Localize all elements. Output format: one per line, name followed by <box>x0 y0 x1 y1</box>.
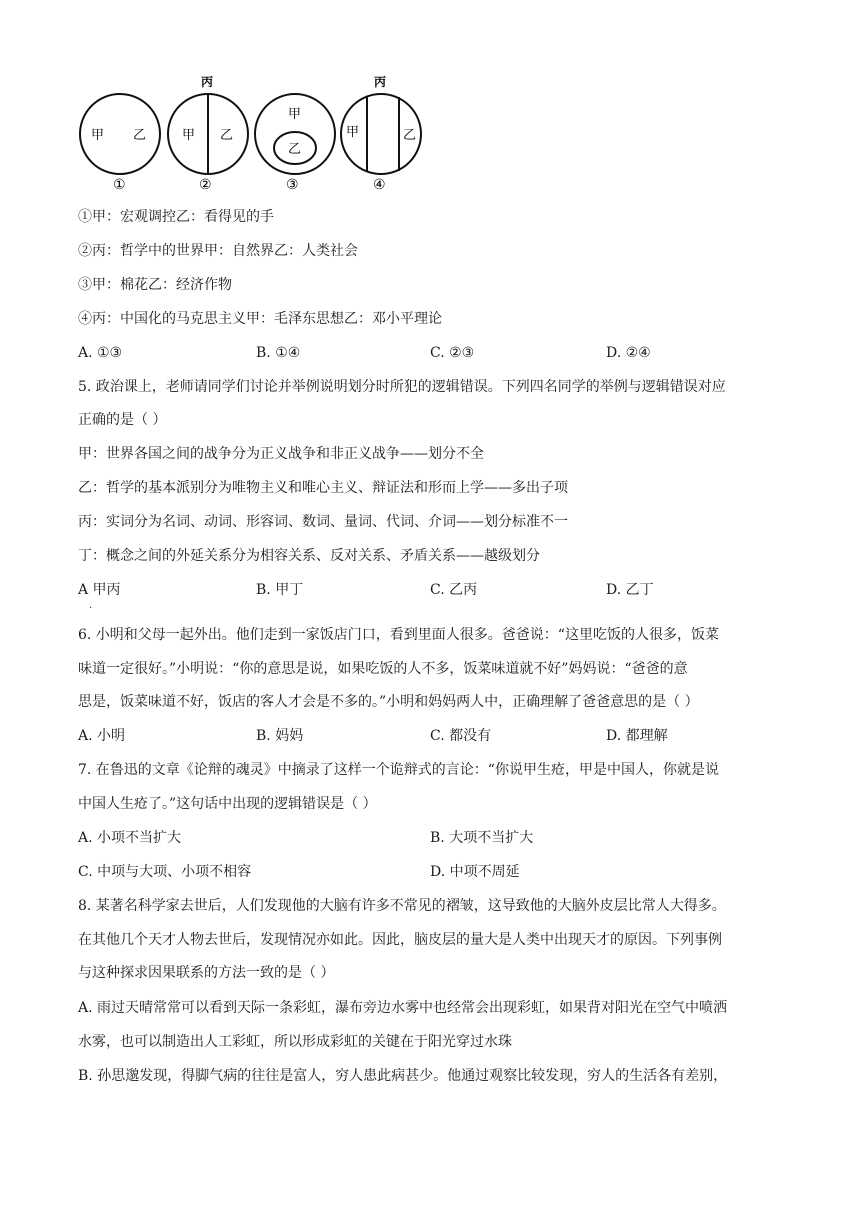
q6-stem-line-3: 思是，饭菜味道不好，饭店的客人才会是不多的。”小明和妈妈两人中，正确理解了爸爸意思的是（ ） <box>78 694 699 710</box>
q4-item-1: ①甲：宏观调控乙：看得见的手 <box>78 209 274 225</box>
figure-1 <box>80 94 160 193</box>
q5-option-d[interactable]: D. 乙丁 <box>606 582 654 598</box>
q5-stem-line-1: 5. 政治课上，老师请同学们讨论并举例说明划分时所犯的逻辑错误。下列四名同学的举例与逻辑错误对应 <box>78 379 726 395</box>
q5-item-ding: 丁：概念之间的外延关系分为相容关系、反对关系、矛盾关系——越级划分 <box>78 548 540 564</box>
q5-item-bing: 丙：实词分为名词、动词、形容词、数词、量词、代词、介词——划分标准不一 <box>78 514 568 530</box>
figure-2-label-b: 乙 <box>220 128 234 143</box>
q7-option-d[interactable]: D. 中项不周延 <box>430 864 520 880</box>
figure-2-label-c: 丙 <box>201 75 214 89</box>
figure-3-number: ③ <box>286 177 299 193</box>
figure-3-label-a: 甲 <box>288 107 302 122</box>
q8-option-b-line-1[interactable]: B. 孙思邈发现，得脚气病的往往是富人，穷人患此病甚少。他通过观察比较发现，穷人的生活各有差别， <box>78 1068 728 1084</box>
figure-3-label-b: 乙 <box>288 142 302 157</box>
q5-stem-line-2: 正确的是（ ） <box>78 412 167 428</box>
figure-3 <box>255 94 335 193</box>
figure-2 <box>168 74 248 193</box>
q8-option-a-line-1[interactable]: A. 雨过天晴常常可以看到天际一条彩虹，瀑布旁边水雾中也经常会出现彩虹，如果背对阳光在空气中喷洒 <box>78 1000 728 1016</box>
q5-option-a-dot: . <box>89 600 93 611</box>
q6-option-b[interactable]: B. 妈妈 <box>256 728 304 744</box>
q8-stem-line-2: 在其他几个天才人物去世后，发现情况亦如此。因此，脑皮层的量大是人类中出现天才的原因。下列事例 <box>78 932 722 948</box>
figure-1-number: ① <box>113 177 126 193</box>
q5-option-c[interactable]: C. 乙丙 <box>430 582 478 598</box>
q6-stem-line-2: 味道一定很好。”小明说：“你的意思是说，如果吃饭的人不多，饭菜味道就不好”妈妈说：“爸爸的意 <box>78 661 688 677</box>
figure-2-label-a: 甲 <box>182 128 196 143</box>
q5-option-b[interactable]: B. 甲丁 <box>256 582 304 598</box>
q7-option-b[interactable]: B. 大项不当扩大 <box>430 830 534 846</box>
q8-option-a-line-2[interactable]: 水雾，也可以制造出人工彩虹，所以形成彩虹的关键在于阳光穿过水珠 <box>78 1034 512 1050</box>
q7-options-row-2 <box>78 862 788 882</box>
q6-option-a[interactable]: A. 小明 <box>78 728 126 744</box>
q7-option-c[interactable]: C. 中项与大项、小项不相容 <box>78 864 252 880</box>
q4-option-c[interactable]: C. ②③ <box>430 345 475 361</box>
figure-4-label-b: 乙 <box>403 128 417 143</box>
q4-option-d[interactable]: D. ②④ <box>606 345 651 361</box>
concept-relation-figures <box>78 72 428 194</box>
q4-item-2: ②丙：哲学中的世界甲：自然界乙：人类社会 <box>78 243 358 259</box>
q4-item-3: ③甲：棉花乙：经济作物 <box>78 277 232 293</box>
q7-stem-line-1: 7. 在鲁迅的文章《论辩的魂灵》中摘录了这样一个诡辩式的言论：“你说甲生疮，甲是中国人，你就是说 <box>78 762 719 778</box>
figure-1-label-b: 乙 <box>133 128 147 143</box>
q5-item-jia: 甲：世界各国之间的战争分为正义战争和非正义战争——划分不全 <box>78 446 484 462</box>
figure-4 <box>341 74 421 193</box>
q6-option-c[interactable]: C. 都没有 <box>430 728 492 744</box>
figure-2-number: ② <box>199 177 212 193</box>
q4-options <box>78 343 788 363</box>
q6-stem-line-1: 6. 小明和父母一起外出。他们走到一家饭店门口，看到里面人很多。爸爸说：“这里吃饭的人很多，饭菜 <box>78 627 719 643</box>
q5-options <box>78 580 788 600</box>
figure-4-number: ④ <box>373 177 386 193</box>
q4-item-4: ④丙：中国化的马克思主义甲：毛泽东思想乙：邓小平理论 <box>78 311 442 327</box>
q8-stem-line-3: 与这种探求因果联系的方法一致的是（ ） <box>78 965 335 981</box>
q6-options <box>78 726 788 746</box>
q4-option-b[interactable]: B. ①④ <box>256 345 301 361</box>
q7-options-row-1 <box>78 828 788 848</box>
q6-option-d[interactable]: D. 都理解 <box>606 728 668 744</box>
q8-stem-line-1: 8. 某著名科学家去世后，人们发现他的大脑有许多不常见的褶皱，这导致他的大脑外皮层比常人大得多。 <box>78 898 726 914</box>
q7-stem-line-2: 中国人生疮了。”这句话中出现的逻辑错误是（ ） <box>78 796 377 812</box>
q5-item-yi: 乙：哲学的基本派别分为唯物主义和唯心主义、辩证法和形而上学——多出子项 <box>78 480 568 496</box>
figure-1-label-a: 甲 <box>91 128 105 143</box>
q7-option-a[interactable]: A. 小项不当扩大 <box>78 830 182 846</box>
q5-option-a[interactable]: A 甲丙 <box>78 582 121 598</box>
figure-4-label-a: 甲 <box>346 125 360 140</box>
q4-option-a[interactable]: A. ①③ <box>78 345 123 361</box>
figure-4-label-c: 丙 <box>374 75 387 89</box>
